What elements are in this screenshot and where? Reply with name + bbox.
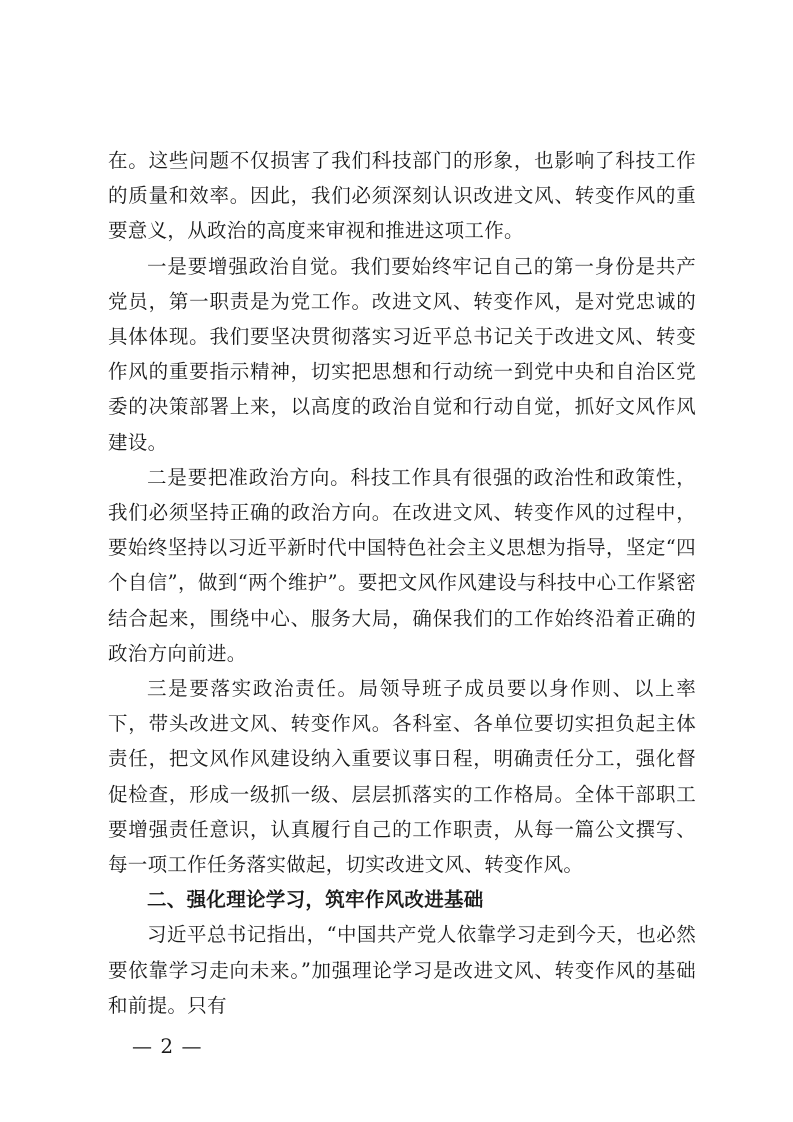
paragraph-theory-study: 习近平总书记指出，“中国共产党人依靠学习走到今天，也必然要依靠学习走向未来。”加强理论学习是改进文风、转变作风的基础和前提。只有 bbox=[108, 923, 696, 1017]
paragraph-continued: 在。这些问题不仅损害了我们科技部门的形象，也影响了科技工作的质量和效率。因此，我们必须深刻认识改进文风、转变作风的重要意义，从政治的高度来审视和推进这项工作。 bbox=[108, 149, 696, 243]
paragraph-political-direction: 二是要把准政治方向。科技工作具有很强的政治性和政策性，我们必须坚持正确的政治方向。在改进文风、转变作风的过程中，要始终坚持以习近平新时代中国特色社会主义思想为指导，坚定“四个自信”，做到“两个维护”。要把文风作风建设与科技中心工作紧密结合起来，围绕中心、服务大局，确保我们的工作始终沿着正确的政治方向前进。 bbox=[108, 465, 696, 665]
document-body bbox=[108, 143, 696, 1023]
page-number: — 2 — bbox=[132, 1034, 203, 1058]
paragraph-political-awareness: 一是要增强政治自觉。我们要始终牢记自己的第一身份是共产党员，第一职责是为党工作。改进文风、转变作风，是对党忠诚的具体体现。我们要坚决贯彻落实习近平总书记关于改进文风、转变作风的重要指示精神，切实把思想和行动统一到党中央和自治区党委的决策部署上来，以高度的政治自觉和行动自觉，抓好文风作风建设。 bbox=[108, 254, 696, 454]
paragraph-political-responsibility: 三是要落实政治责任。局领导班子成员要以身作则、以上率下，带头改进文风、转变作风。各科室、各单位要切实担负起主体责任，把文风作风建设纳入重要议事日程，明确责任分工，强化督促检查，形成一级抓一级、层层抓落实的工作格局。全体干部职工要增强责任意识，认真履行自己的工作职责，从每一篇公文撰写、每一项工作任务落实做起，切实改进文风、转变作风。 bbox=[108, 677, 696, 877]
section-heading: 二、强化理论学习，筑牢作风改进基础 bbox=[147, 888, 484, 912]
